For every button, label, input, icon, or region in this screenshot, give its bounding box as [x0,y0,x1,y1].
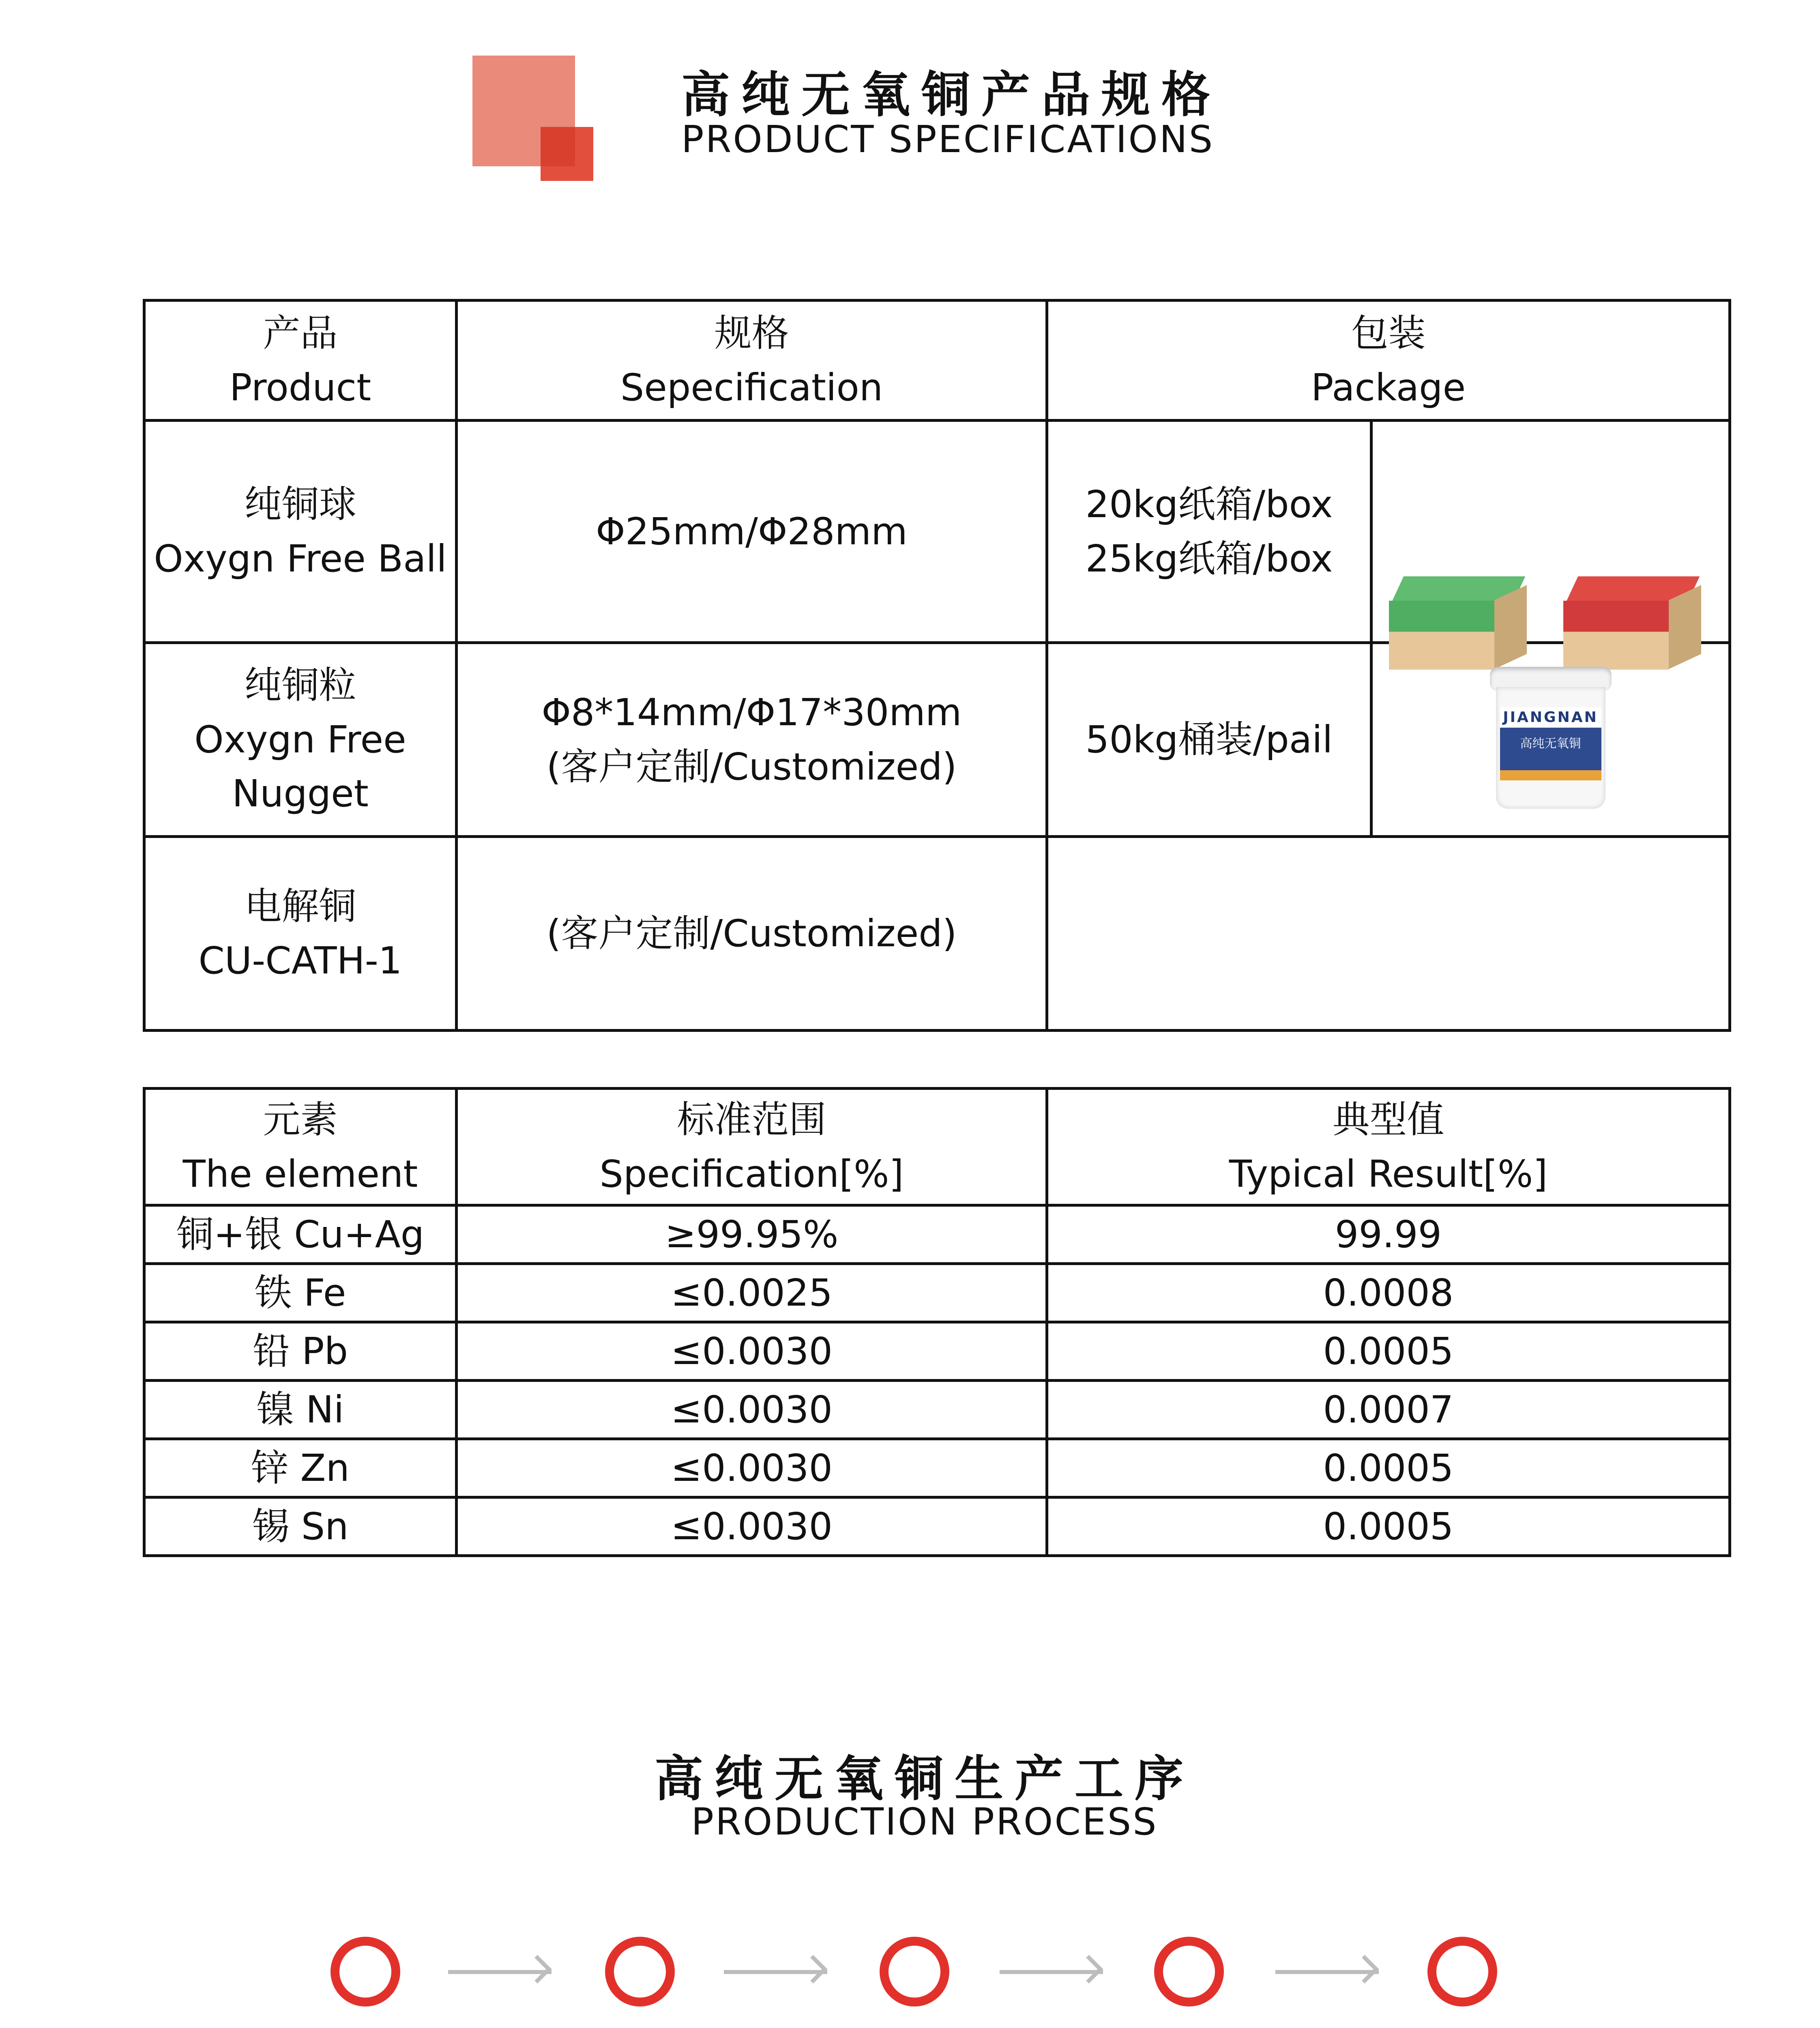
header-specification: 规格 Sepecification [457,301,1047,421]
element-typical: 0.0008 [1047,1264,1730,1322]
header-spec-range: 标准范围 Specification[%] [457,1089,1047,1205]
product-spec-table [143,299,1731,1032]
element-spec: ≤0.0030 [457,1322,1047,1381]
table-header-row [144,1089,1730,1205]
table-row [144,1264,1730,1322]
step-marker-3 [880,1937,949,2007]
table-row [144,1497,1730,1556]
process-title-en: PRODUCTION PROCESS [691,1800,1158,1843]
element-name: 铜+银 Cu+Ag [144,1205,457,1264]
package-image-pail [1371,643,1730,837]
element-typical: 0.0005 [1047,1439,1730,1497]
product-name: 纯铜球 Oxygn Free Ball [144,421,457,643]
table-row [144,837,1730,1031]
arrow-right-icon [1000,1970,1103,1974]
arrow-right-icon [724,1970,827,1974]
step-marker-4 [1154,1937,1224,2007]
product-spec: Φ25mm/Φ28mm [457,421,1047,643]
element-spec: ≤0.0030 [457,1439,1047,1497]
element-spec: ≥99.95% [457,1205,1047,1264]
product-spec: Φ8*14mm/Φ17*30mm (客户定制/Customized) [457,643,1047,837]
header-element: 元素 The element [144,1089,457,1205]
product-package-empty [1047,837,1730,1031]
element-composition-table [143,1087,1731,1557]
element-typical: 0.0005 [1047,1322,1730,1381]
element-name: 铁 Fe [144,1264,457,1322]
element-name: 锌 Zn [144,1439,457,1497]
header-package: 包装 Package [1047,301,1730,421]
element-name: 镍 Ni [144,1381,457,1439]
package-image-boxes [1371,421,1730,643]
element-typical: 0.0007 [1047,1381,1730,1439]
page-title-en: PRODUCT SPECIFICATIONS [681,118,1215,161]
product-package: 20kg纸箱/box 25kg纸箱/box [1047,421,1371,643]
header-product: 产品 Product [144,301,457,421]
step-marker-1 [331,1937,400,2007]
element-typical: 99.99 [1047,1205,1730,1264]
arrow-right-icon [448,1970,552,1974]
step-marker-5 [1427,1937,1497,2007]
element-typical: 0.0005 [1047,1497,1730,1556]
product-package: 50kg桶装/pail [1047,643,1371,837]
table-row [144,1205,1730,1264]
table-header-row [144,301,1730,421]
logo-square-overlap [541,127,575,166]
arrow-right-icon [1275,1970,1379,1974]
table-row [144,421,1730,643]
pail-label: 高纯无氧铜 [1520,736,1581,751]
header-typical-result: 典型值 Typical Result[%] [1047,1089,1730,1205]
element-spec: ≤0.0025 [457,1264,1047,1322]
element-spec: ≤0.0030 [457,1497,1047,1556]
process-title-cn: 高纯无氧铜生产工序 [655,1751,1195,1807]
pail-brand: JIANGNAN [1500,707,1601,728]
product-name: 电解铜 CU-CATH-1 [144,837,457,1031]
element-name: 铅 Pb [144,1322,457,1381]
element-name: 锡 Sn [144,1497,457,1556]
table-row [144,1439,1730,1497]
table-row [144,1322,1730,1381]
product-spec: (客户定制/Customized) [457,837,1047,1031]
table-row [144,643,1730,837]
table-row [144,1381,1730,1439]
page-title-cn: 高纯无氧铜产品规格 [681,67,1221,123]
pail-illustration [1490,667,1612,813]
product-name: 纯铜粒 Oxygn Free Nugget [144,643,457,837]
element-spec: ≤0.0030 [457,1381,1047,1439]
step-marker-2 [605,1937,675,2007]
